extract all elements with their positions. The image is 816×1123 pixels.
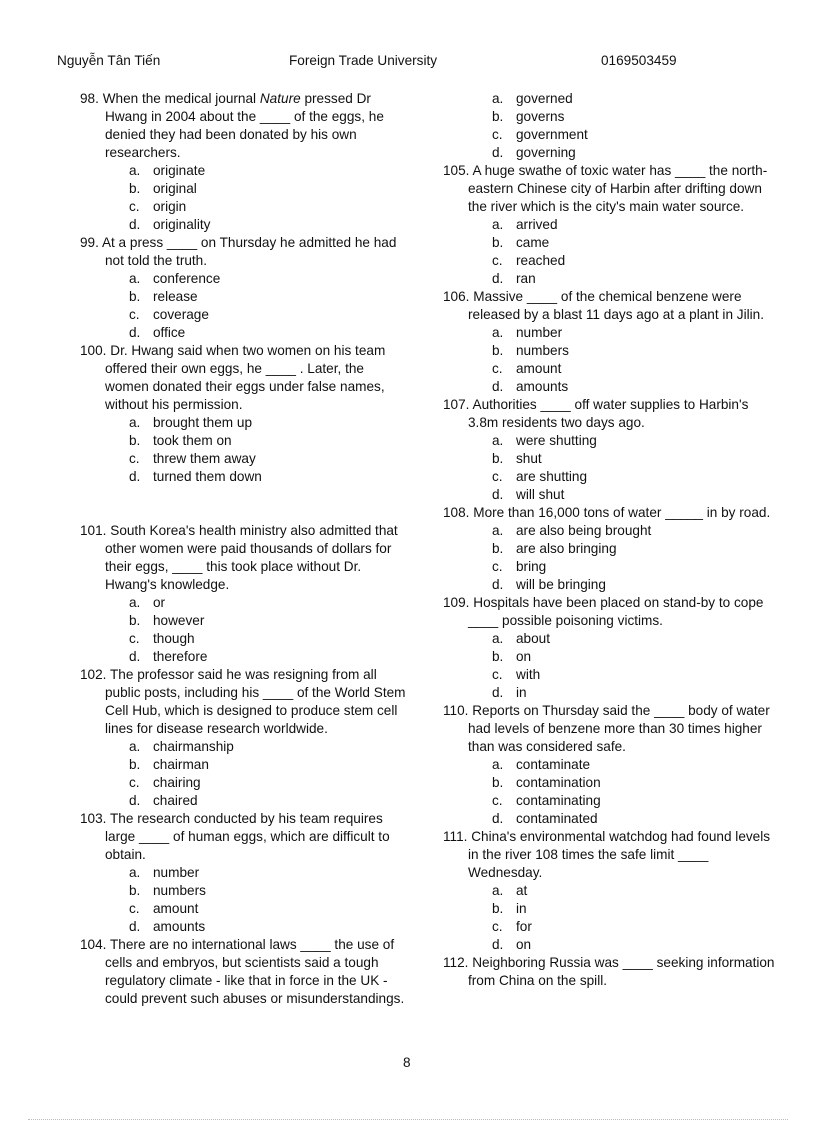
question-stem	[443, 396, 778, 432]
question-107	[443, 396, 778, 504]
answer-option	[80, 630, 410, 648]
answer-option	[443, 756, 778, 774]
question-103	[80, 810, 410, 936]
option-text: brought them up	[153, 415, 252, 430]
option-letter: d.	[492, 271, 504, 286]
question-text: pressed Dr Hwang in 2004 about the ____ of the eggs, he denied they had been donated by his own researchers.	[105, 91, 384, 160]
question-number: 104.	[80, 937, 107, 952]
option-letter: a.	[129, 739, 141, 754]
option-text: will shut	[516, 487, 565, 502]
answer-option	[80, 432, 410, 450]
option-letter: a.	[492, 91, 504, 106]
option-text: though	[153, 631, 195, 646]
option-letter: b.	[492, 901, 504, 916]
question-number: 101.	[80, 523, 107, 538]
option-text: on	[516, 937, 532, 952]
option-letter: c.	[492, 469, 503, 484]
option-text: at	[516, 883, 528, 898]
option-text: turned them down	[153, 469, 262, 484]
spacer	[80, 486, 410, 522]
page-bottom-divider	[28, 1119, 788, 1120]
option-letter: b.	[129, 289, 141, 304]
answer-option	[80, 756, 410, 774]
option-letter: b.	[129, 613, 141, 628]
header-author: Nguyễn Tân Tiến	[57, 53, 161, 68]
option-text: numbers	[153, 883, 206, 898]
question-106	[443, 288, 778, 396]
option-text: are shutting	[516, 469, 588, 484]
question-101	[80, 522, 410, 666]
question-stem	[80, 90, 410, 162]
journal-name: Nature	[259, 91, 301, 106]
question-stem	[80, 936, 410, 1008]
option-text: in	[516, 901, 527, 916]
option-letter: d.	[492, 145, 504, 160]
answer-option	[443, 144, 778, 162]
option-text: numbers	[516, 343, 569, 358]
answer-option	[80, 792, 410, 810]
question-108	[443, 504, 778, 594]
question-text: China's environmental watchdog had found levels in the river 108 times the safe limit ____ Wednesday.	[468, 829, 771, 880]
option-text: contaminating	[516, 793, 601, 808]
option-letter: c.	[129, 199, 140, 214]
question-stem	[443, 162, 778, 216]
option-text: therefore	[153, 649, 208, 664]
option-letter: d.	[129, 793, 141, 808]
answer-option	[443, 792, 778, 810]
option-text: chairing	[153, 775, 201, 790]
question-text: When the medical journal	[102, 91, 260, 106]
answer-option	[80, 882, 410, 900]
question-number: 107.	[443, 397, 470, 412]
option-text: government	[516, 127, 588, 142]
option-text: governs	[516, 109, 565, 124]
option-text: bring	[516, 559, 547, 574]
answer-option	[443, 108, 778, 126]
answer-option	[443, 450, 778, 468]
option-letter: a.	[129, 595, 141, 610]
option-text: took them on	[153, 433, 232, 448]
option-text: about	[516, 631, 551, 646]
question-number: 109.	[443, 595, 470, 610]
question-text: Hospitals have been placed on stand-by to cope ____ possible poisoning victims.	[468, 595, 764, 628]
answer-option	[443, 936, 778, 954]
header-institution: Foreign Trade University	[289, 53, 438, 68]
answer-option	[443, 684, 778, 702]
option-letter: a.	[492, 883, 504, 898]
answer-option	[80, 162, 410, 180]
question-number: 110.	[443, 703, 469, 718]
option-letter: c.	[492, 919, 503, 934]
answer-option	[80, 900, 410, 918]
answer-option	[80, 468, 410, 486]
option-letter: a.	[129, 865, 141, 880]
option-letter: a.	[492, 757, 504, 772]
answer-option	[80, 918, 410, 936]
question-111	[443, 828, 778, 954]
option-text: on	[516, 649, 532, 664]
option-letter: b.	[492, 649, 504, 664]
question-stem	[443, 702, 778, 756]
question-text: More than 16,000 tons of water _____ in by road.	[473, 505, 771, 520]
option-letter: d.	[129, 325, 141, 340]
question-stem	[80, 342, 410, 414]
answer-option	[80, 198, 410, 216]
question-112	[443, 954, 778, 990]
question-stem	[80, 522, 410, 594]
option-text: threw them away	[153, 451, 256, 466]
option-text: office	[153, 325, 186, 340]
answer-option	[80, 306, 410, 324]
option-letter: d.	[129, 469, 141, 484]
option-letter: b.	[492, 343, 504, 358]
question-number: 98.	[80, 91, 99, 106]
answer-option	[443, 630, 778, 648]
option-text: coverage	[153, 307, 209, 322]
answer-option	[443, 126, 778, 144]
answer-option	[80, 774, 410, 792]
answer-option	[443, 360, 778, 378]
answer-option	[443, 270, 778, 288]
option-text: will be bringing	[516, 577, 606, 592]
option-letter: d.	[492, 577, 504, 592]
question-98	[80, 90, 410, 234]
answer-option	[443, 378, 778, 396]
option-letter: c.	[492, 361, 503, 376]
header-phone: 0169503459	[601, 53, 677, 68]
question-99	[80, 234, 410, 342]
answer-option	[443, 648, 778, 666]
option-letter: c.	[492, 559, 503, 574]
answer-option	[443, 810, 778, 828]
answer-option	[443, 216, 778, 234]
question-number: 102.	[80, 667, 107, 682]
page-number: 8	[403, 1055, 411, 1070]
option-text: originate	[153, 163, 206, 178]
question-number: 111.	[443, 829, 468, 844]
option-text: chaired	[153, 793, 198, 808]
option-letter: c.	[129, 775, 140, 790]
option-text: number	[516, 325, 563, 340]
option-letter: d.	[129, 649, 141, 664]
option-text: chairmanship	[153, 739, 234, 754]
answer-option	[80, 180, 410, 198]
question-number: 108.	[443, 505, 470, 520]
option-letter: a.	[129, 163, 141, 178]
option-text: were shutting	[516, 433, 597, 448]
answer-option	[80, 450, 410, 468]
option-letter: c.	[492, 667, 503, 682]
option-text: or	[153, 595, 166, 610]
question-text: Reports on Thursday said the ____ body of water had levels of benzene more than 30 times higher than was considered safe.	[468, 703, 770, 754]
option-letter: d.	[129, 217, 141, 232]
option-letter: d.	[492, 685, 504, 700]
option-text: contaminated	[516, 811, 598, 826]
option-text: for	[516, 919, 532, 934]
option-letter: a.	[492, 523, 504, 538]
answer-option	[443, 576, 778, 594]
option-letter: b.	[492, 775, 504, 790]
answer-option	[443, 324, 778, 342]
option-letter: a.	[492, 217, 504, 232]
answer-option	[80, 414, 410, 432]
answer-option	[443, 540, 778, 558]
option-text: amounts	[516, 379, 569, 394]
answer-option	[443, 918, 778, 936]
question-stem	[443, 594, 778, 630]
question-stem	[443, 828, 778, 882]
answer-option	[80, 864, 410, 882]
question-105	[443, 162, 778, 288]
answer-option	[80, 738, 410, 756]
question-text: At a press ____ on Thursday he admitted he had not told the truth.	[101, 235, 397, 268]
answer-option	[80, 216, 410, 234]
option-letter: b.	[492, 451, 504, 466]
question-number: 103.	[80, 811, 107, 826]
question-109	[443, 594, 778, 702]
option-text: conference	[153, 271, 221, 286]
question-text: Neighboring Russia was ____ seeking information from China on the spill.	[468, 955, 775, 988]
option-text: reached	[516, 253, 566, 268]
answer-option	[443, 666, 778, 684]
option-text: governed	[516, 91, 573, 106]
answer-option	[443, 468, 778, 486]
answer-option	[443, 900, 778, 918]
question-number: 106.	[443, 289, 470, 304]
question-text: South Korea's health ministry also admitted that other women were paid thousands of dollars for their eggs, ____ this took place without Dr. Hwang's knowledge.	[105, 523, 398, 592]
answer-option	[80, 288, 410, 306]
question-number: 105.	[443, 163, 470, 178]
question-continued	[443, 90, 778, 162]
option-text: however	[153, 613, 205, 628]
option-letter: d.	[492, 811, 504, 826]
answer-option	[80, 612, 410, 630]
question-text: A huge swathe of toxic water has ____ the north-eastern Chinese city of Harbin after drifting down the river which is the city's main water source.	[468, 163, 768, 214]
left-column	[80, 90, 410, 1008]
option-letter: a.	[129, 415, 141, 430]
answer-option	[443, 432, 778, 450]
option-letter: b.	[129, 433, 141, 448]
question-text: The research conducted by his team requires large ____ of human eggs, which are difficult to obtain.	[105, 811, 390, 862]
answer-option	[443, 522, 778, 540]
answer-option	[443, 774, 778, 792]
option-letter: b.	[492, 109, 504, 124]
option-text: governing	[516, 145, 576, 160]
option-letter: c.	[129, 451, 140, 466]
option-text: are also bringing	[516, 541, 617, 556]
option-text: amounts	[153, 919, 206, 934]
option-text: originality	[153, 217, 211, 232]
option-letter: a.	[492, 433, 504, 448]
option-letter: c.	[492, 127, 503, 142]
option-letter: b.	[129, 757, 141, 772]
right-column	[443, 90, 778, 990]
question-number: 99.	[80, 235, 99, 250]
answer-option	[80, 270, 410, 288]
option-letter: b.	[492, 235, 504, 250]
option-text: ran	[516, 271, 536, 286]
option-text: amount	[516, 361, 562, 376]
option-letter: d.	[492, 487, 504, 502]
option-letter: c.	[129, 901, 140, 916]
option-letter: c.	[129, 631, 140, 646]
question-stem	[443, 288, 778, 324]
answer-option	[80, 324, 410, 342]
option-text: original	[153, 181, 197, 196]
option-letter: d.	[492, 379, 504, 394]
question-110	[443, 702, 778, 828]
question-102	[80, 666, 410, 810]
answer-option	[443, 252, 778, 270]
option-text: amount	[153, 901, 199, 916]
question-number: 112.	[443, 955, 469, 970]
answer-option	[443, 486, 778, 504]
option-letter: a.	[492, 631, 504, 646]
answer-option	[443, 882, 778, 900]
question-stem	[443, 954, 778, 990]
option-letter: d.	[129, 919, 141, 934]
option-text: origin	[153, 199, 187, 214]
question-stem	[80, 234, 410, 270]
option-text: contamination	[516, 775, 601, 790]
answer-option	[443, 558, 778, 576]
question-text: There are no international laws ____ the use of cells and embryos, but scientists said a tough regulatory climate - like that in force in the UK - could prevent such abuses or misunderstandings.	[105, 937, 405, 1006]
option-text: are also being brought	[516, 523, 652, 538]
question-stem	[80, 810, 410, 864]
question-104	[80, 936, 410, 1008]
question-stem	[80, 666, 410, 738]
option-letter: c.	[492, 793, 503, 808]
option-letter: a.	[492, 325, 504, 340]
option-text: release	[153, 289, 198, 304]
option-text: chairman	[153, 757, 209, 772]
question-text: Dr. Hwang said when two women on his team offered their own eggs, he ____ . Later, the women donated their eggs under false names, without his permission.	[105, 343, 386, 412]
option-text: came	[516, 235, 550, 250]
question-text: Massive ____ of the chemical benzene were released by a blast 11 days ago at a plant in Jilin.	[468, 289, 764, 322]
option-text: arrived	[516, 217, 558, 232]
answer-option	[443, 342, 778, 360]
option-letter: c.	[129, 307, 140, 322]
option-text: number	[153, 865, 200, 880]
answer-option	[443, 234, 778, 252]
option-letter: d.	[492, 937, 504, 952]
question-stem	[443, 504, 778, 522]
question-100	[80, 342, 410, 486]
option-letter: a.	[129, 271, 141, 286]
option-letter: c.	[492, 253, 503, 268]
option-letter: b.	[129, 181, 141, 196]
question-text: The professor said he was resigning from all public posts, including his ____ of the World Stem Cell Hub, which is designed to produce stem cell lines for disease research worldwide.	[105, 667, 406, 736]
question-number: 100.	[80, 343, 107, 358]
answer-option	[443, 90, 778, 108]
option-letter: b.	[129, 883, 141, 898]
option-text: shut	[516, 451, 542, 466]
question-text: Authorities ____ off water supplies to Harbin's 3.8m residents two days ago.	[468, 397, 749, 430]
answer-option	[80, 648, 410, 666]
option-letter: b.	[492, 541, 504, 556]
option-text: with	[516, 667, 541, 682]
option-text: in	[516, 685, 527, 700]
option-text: contaminate	[516, 757, 591, 772]
answer-option	[80, 594, 410, 612]
